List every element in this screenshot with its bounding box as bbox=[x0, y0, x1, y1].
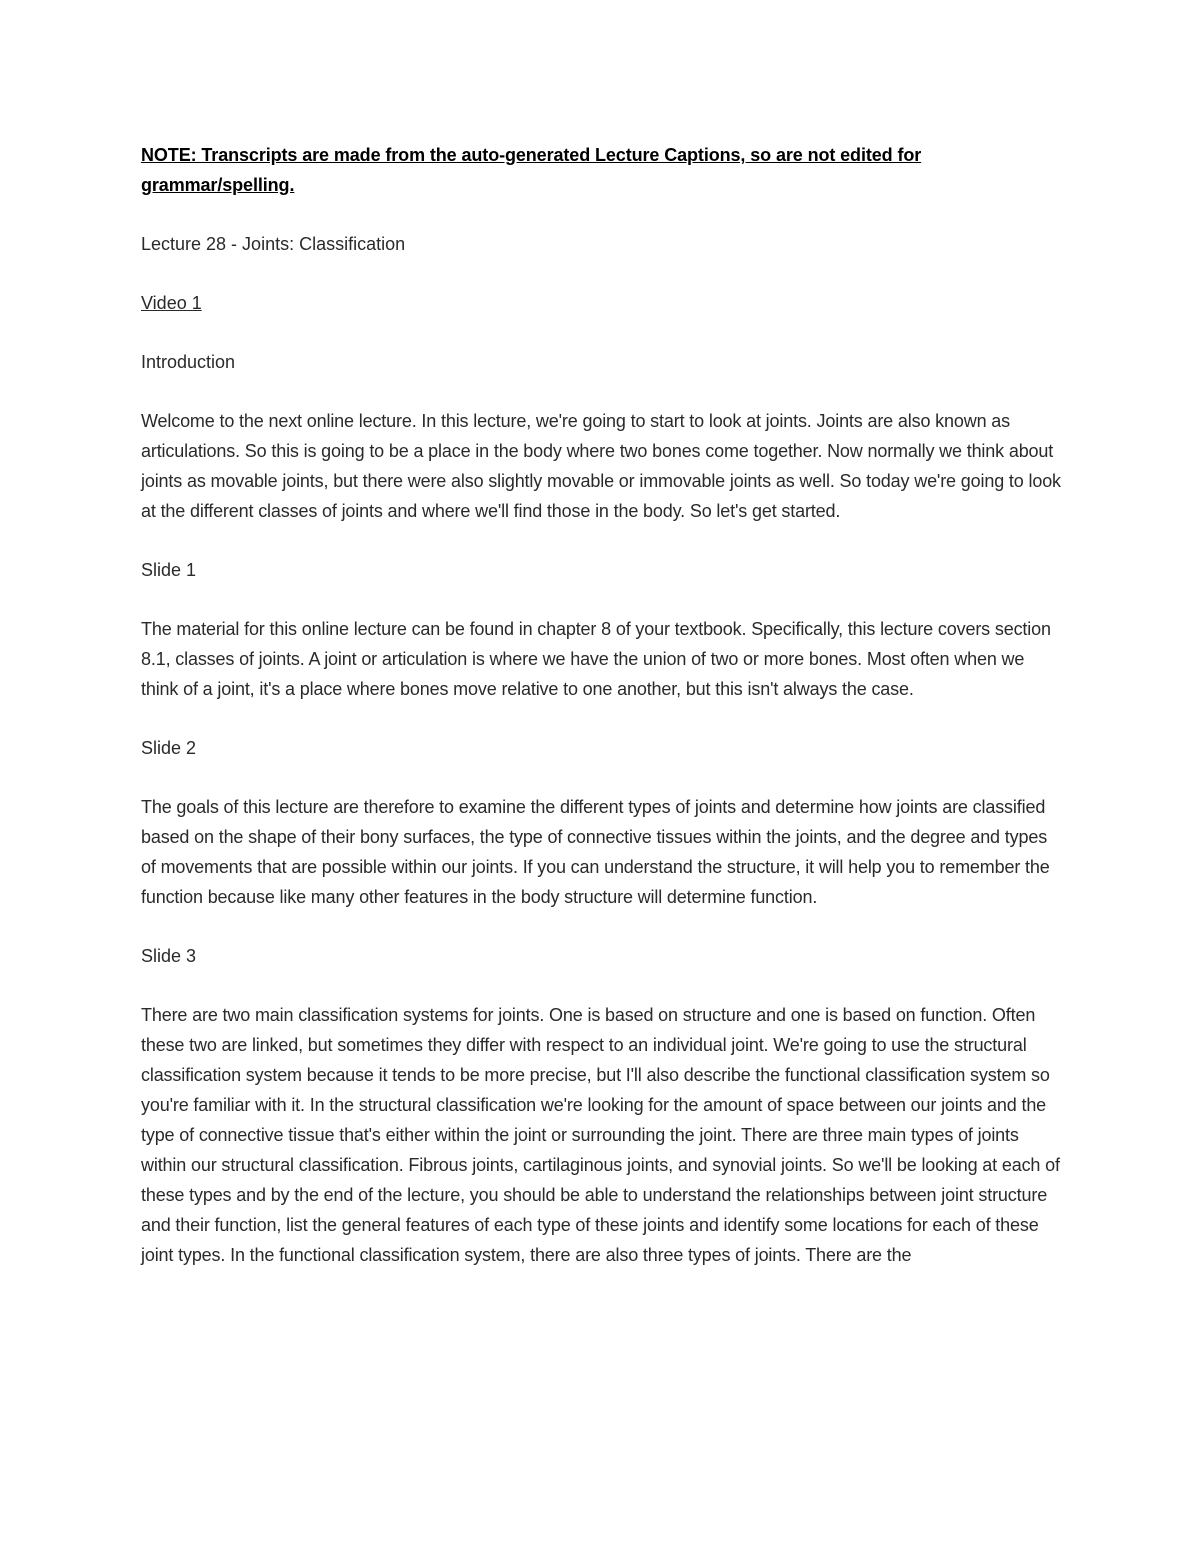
section-text-slide-1: The material for this online lecture can be found in chapter 8 of your textbook. Specifically, this lecture covers section 8.1, classes of joints. A joint or articulation is where we have the union of two or more bones. Most often when we think of a joint, it's a place where bones move relative to one another, but this isn't always the case. bbox=[141, 619, 1051, 699]
section-text-slide-3: There are two main classification systems for joints. One is based on structure and one is based on function. Often these two are linked, but sometimes they differ with respect to an individual joint. We're going to use the structural classification system because it tends to be more precise, but I'll also describe the functional classification system so you're familiar with it. In the structural classification we're looking for the amount of space between our joints and the type of connective tissue that's either within the joint or surrounding the joint. There are three main types of joints within our structural classification. Fibrous joints, cartilaginous joints, and synovial joints. So we'll be looking at each of these types and by the end of the lecture, you should be able to understand the relationships between joint structure and their function, list the general features of each type of these joints and identify some locations for each of these joint types. In the functional classification system, there are also three types of joints. There are the bbox=[141, 1005, 1060, 1265]
section-heading-slide-2: Slide 2 bbox=[141, 738, 197, 758]
lecture-title: Lecture 28 - Joints: Classification bbox=[141, 234, 406, 254]
section-heading-slide-3: Slide 3 bbox=[141, 946, 197, 966]
section-heading-introduction: Introduction bbox=[141, 352, 236, 372]
section-heading-slide-1: Slide 1 bbox=[141, 560, 197, 580]
section-text-slide-2: The goals of this lecture are therefore to examine the different types of joints and determine how joints are classified based on the shape of their bony surfaces, the type of connective tissues within the joints, and the degree and types of movements that are possible within our joints. If you can understand the structure, it will help you to remember the function because like many other features in the body structure will determine function. bbox=[141, 797, 1050, 907]
section-text-introduction: Welcome to the next online lecture. In this lecture, we're going to start to look at joints. Joints are also known as articulations. So this is going to be a place in the body where two bones come together. Now normally we think about joints as movable joints, but there were also slightly movable or immovable joints as well. So today we're going to look at the different classes of joints and where we'll find those in the body. So let's get started. bbox=[141, 411, 1061, 521]
video-heading: Video 1 bbox=[141, 293, 202, 313]
document-page bbox=[141, 140, 1061, 1270]
transcript-note: NOTE: Transcripts are made from the auto-generated Lecture Captions, so are not edited for grammar/spelling. bbox=[141, 145, 922, 195]
